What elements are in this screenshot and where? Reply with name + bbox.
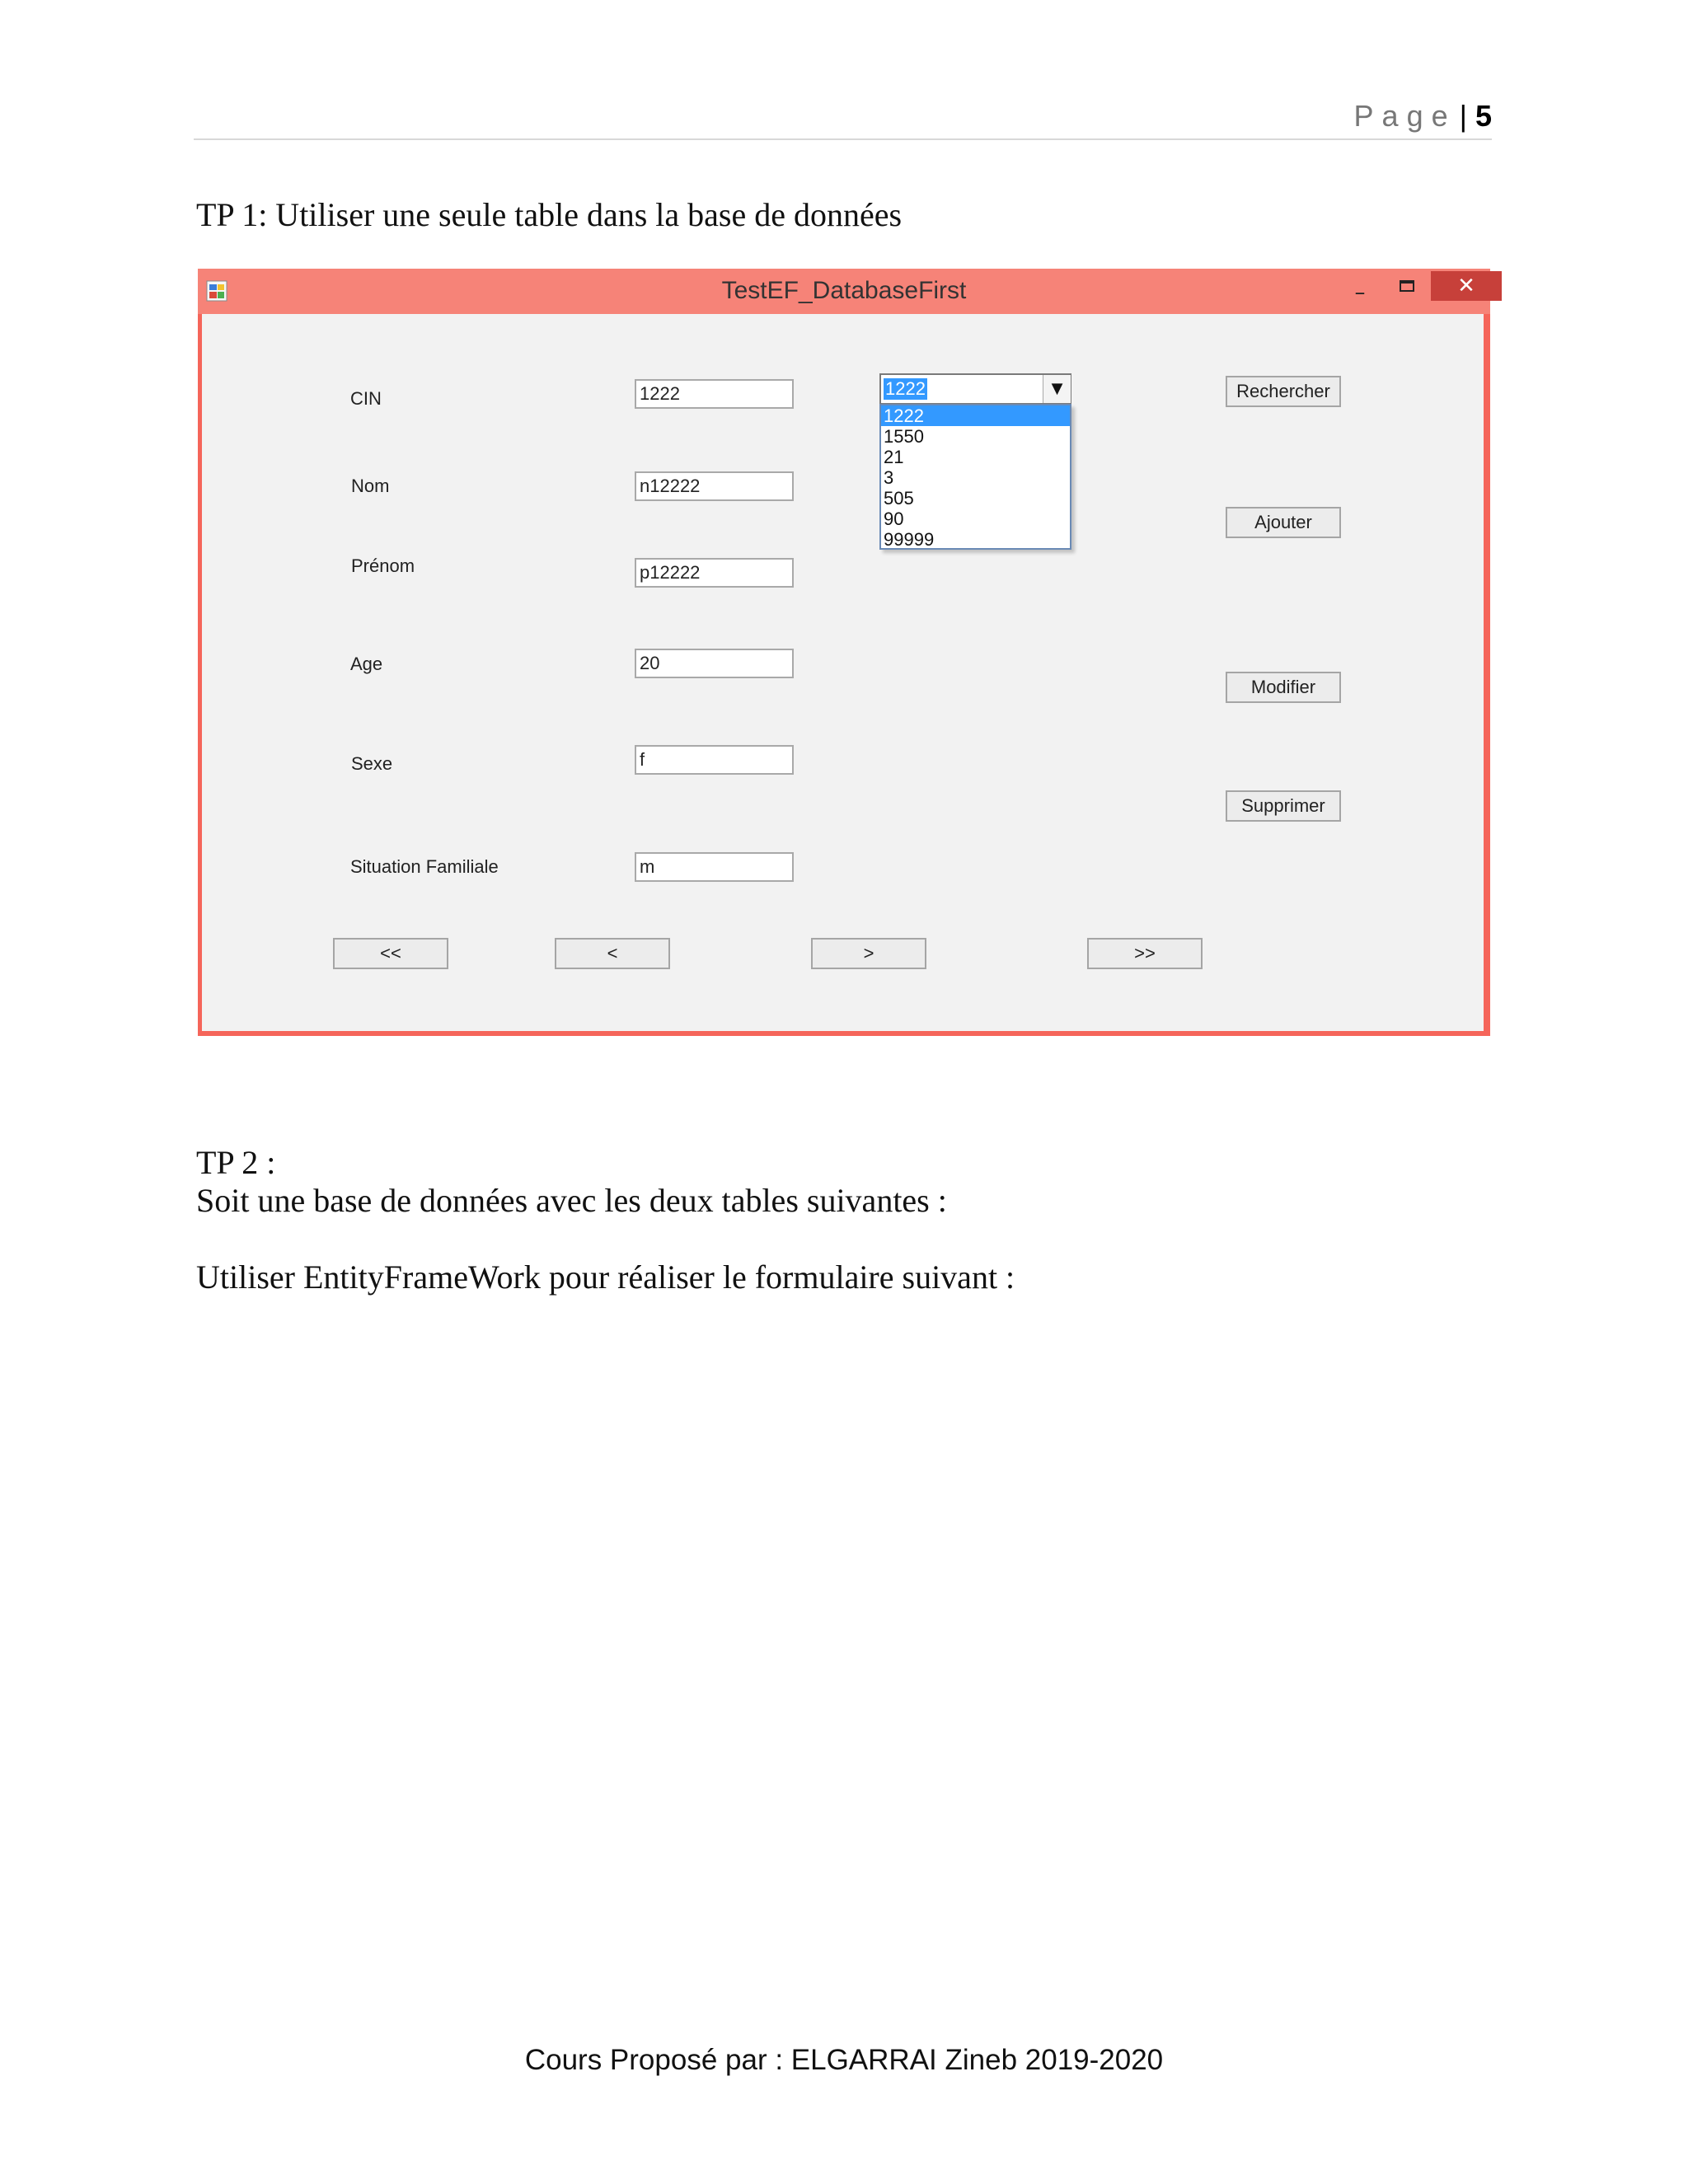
dropdown-option[interactable]: 3 <box>884 467 894 488</box>
label-nom: Nom <box>351 476 390 496</box>
age-input[interactable]: 20 <box>635 649 794 678</box>
label-sexe: Sexe <box>351 753 393 774</box>
page-separator: | <box>1459 99 1467 133</box>
dropdown-option[interactable]: 505 <box>884 488 914 509</box>
tp1-heading: TP 1: Utiliser une seule table dans la base de données <box>196 196 903 233</box>
dropdown-option[interactable]: 99999 <box>884 529 935 550</box>
label-cin: CIN <box>350 388 382 409</box>
tp2-heading: TP 2 : <box>196 1144 276 1181</box>
first-record-button[interactable]: << <box>333 938 448 969</box>
close-button[interactable]: ✕ <box>1431 271 1502 301</box>
search-button[interactable]: Rechercher <box>1226 376 1341 407</box>
page-footer: Cours Proposé par : ELGARRAI Zineb 2019-2020 <box>524 2044 1164 2076</box>
dropdown-option[interactable]: 21 <box>884 447 904 467</box>
cin-input[interactable]: 1222 <box>635 379 794 409</box>
last-record-button[interactable]: >> <box>1087 938 1203 969</box>
form-client-area <box>202 314 1484 1031</box>
dropdown-option[interactable]: 90 <box>884 509 904 529</box>
label-situation-familiale: Situation Familiale <box>350 856 499 877</box>
cin-combobox[interactable] <box>879 373 1071 405</box>
minimize-button[interactable]: – <box>1354 280 1366 305</box>
dropdown-option[interactable]: 1550 <box>884 426 924 447</box>
label-prenom: Prénom <box>351 555 415 576</box>
tp2-line1: Soit une base de données avec les deux tables suivantes : <box>196 1182 947 1219</box>
chevron-down-icon[interactable]: ▼ <box>1043 375 1071 403</box>
add-button[interactable]: Ajouter <box>1226 507 1341 538</box>
label-age: Age <box>350 654 383 674</box>
previous-record-button[interactable]: < <box>555 938 670 969</box>
window-title: TestEF_DatabaseFirst <box>721 277 967 304</box>
combobox-dropdown-list <box>879 404 1071 550</box>
delete-button[interactable]: Supprimer <box>1226 790 1341 822</box>
sexe-input[interactable]: f <box>635 745 794 775</box>
maximize-button[interactable] <box>1385 274 1430 305</box>
nom-input[interactable]: n12222 <box>635 471 794 501</box>
title-bar[interactable] <box>198 269 1490 314</box>
tp2-line2: Utiliser EntityFrameWork pour réaliser le formulaire suivant : <box>196 1258 1015 1296</box>
maximize-icon <box>1400 280 1414 292</box>
prenom-input[interactable]: p12222 <box>635 558 794 588</box>
situation-familiale-input[interactable]: m <box>635 852 794 882</box>
app-window <box>198 269 1490 1036</box>
page-number <box>1302 99 1492 134</box>
header-rule <box>194 138 1492 140</box>
next-record-button[interactable]: > <box>811 938 926 969</box>
combobox-selected-value: 1222 <box>885 378 926 399</box>
modify-button[interactable]: Modifier <box>1226 672 1341 703</box>
dropdown-option[interactable]: 1222 <box>881 405 1070 426</box>
page-word: Page <box>1353 99 1456 133</box>
page-number-value: 5 <box>1475 99 1492 133</box>
